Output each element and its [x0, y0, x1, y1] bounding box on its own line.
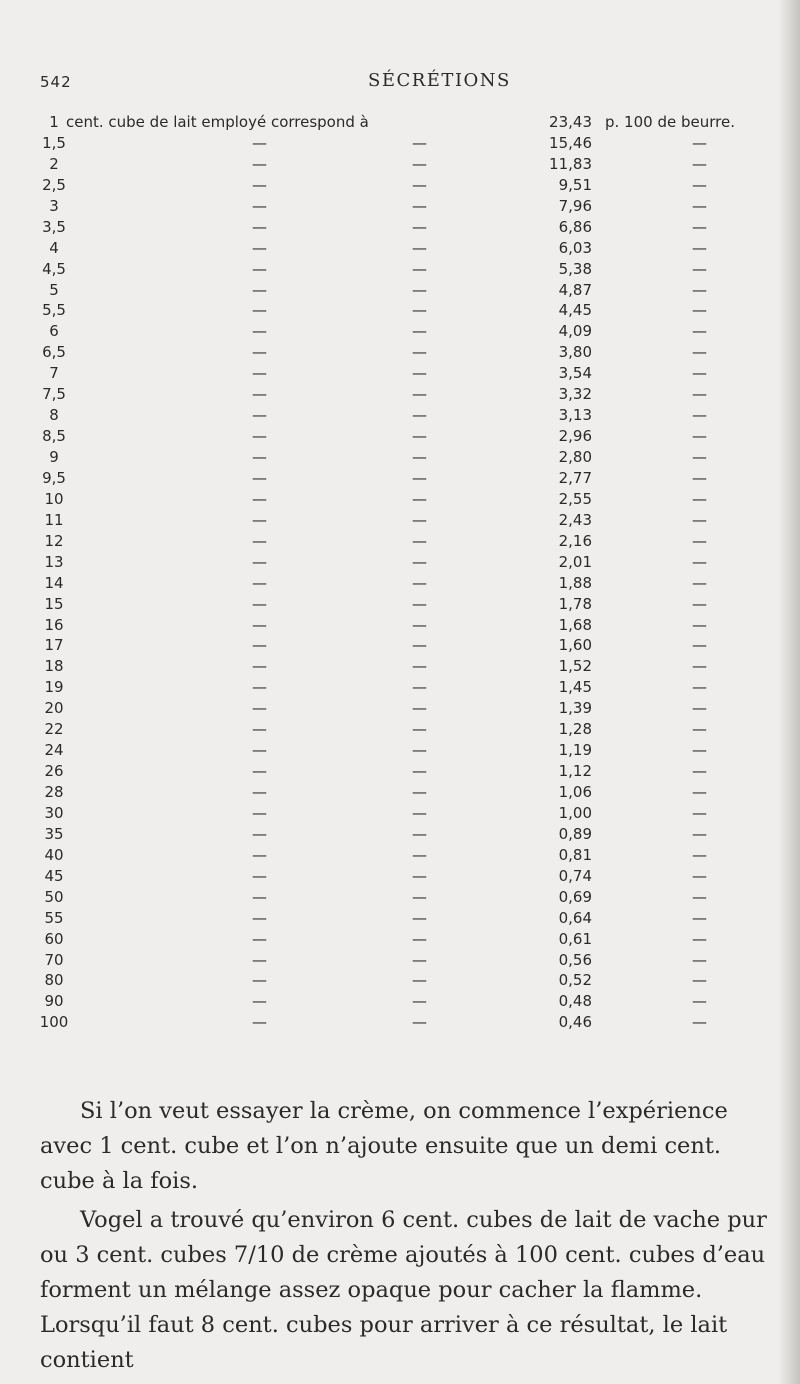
ditto-mark: —	[412, 427, 427, 446]
ditto-mark: —	[692, 259, 707, 278]
butter-value-cell: 3,13	[558, 406, 592, 425]
ditto-mark: —	[692, 866, 707, 885]
ditto-mark: —	[692, 406, 707, 425]
ditto-mark: —	[412, 866, 427, 885]
butter-value-cell: 0,56	[558, 950, 592, 969]
ditto-mark: —	[692, 427, 707, 446]
milk-volume-cell: 16	[44, 615, 64, 634]
ditto-mark: —	[252, 510, 267, 529]
ditto-mark: —	[252, 866, 267, 885]
ditto-mark: —	[252, 133, 267, 152]
ditto-mark: —	[412, 615, 427, 634]
ditto-mark: —	[412, 887, 427, 906]
ditto-mark: —	[412, 552, 427, 571]
ditto-mark: —	[252, 657, 267, 676]
ditto-mark: —	[252, 259, 267, 278]
milk-volume-cell: 1,5	[42, 133, 66, 152]
ditto-mark: —	[692, 908, 707, 927]
ditto-mark: —	[252, 699, 267, 718]
ditto-mark: —	[412, 699, 427, 718]
ditto-mark: —	[252, 406, 267, 425]
ditto-mark: —	[692, 929, 707, 948]
ditto-mark: —	[412, 783, 427, 801]
butter-value-cell: 3,80	[558, 343, 592, 362]
ditto-mark: —	[692, 762, 707, 781]
ditto-mark: —	[692, 552, 707, 571]
milk-volume-cell: 15	[44, 594, 64, 613]
butter-value-cell: 3,54	[558, 364, 592, 383]
ditto-mark: —	[692, 280, 707, 299]
ditto-mark: —	[252, 720, 267, 739]
milk-volume-cell: 70	[44, 950, 64, 969]
milk-volume-cell: 3	[49, 196, 59, 215]
table-row	[0, 300, 800, 321]
table-row	[0, 321, 800, 342]
milk-volume-cell: 100	[39, 1013, 69, 1032]
butter-value-cell: 2,80	[558, 448, 592, 466]
ditto-mark: —	[692, 175, 707, 194]
table-row	[0, 112, 800, 133]
ditto-mark: —	[252, 950, 267, 969]
milk-volume-cell: 35	[44, 824, 64, 843]
butter-value-cell: 6,03	[558, 238, 592, 257]
butter-value-cell: 6,86	[558, 217, 592, 236]
butter-value-cell: 2,77	[558, 468, 592, 487]
milk-volume-cell: 7,5	[42, 385, 66, 404]
ditto-mark: —	[252, 971, 267, 990]
table-row	[0, 1012, 800, 1033]
ditto-mark: —	[412, 657, 427, 676]
butter-value-cell: 1,45	[558, 678, 592, 697]
ditto-mark: —	[252, 762, 267, 781]
ditto-mark: —	[412, 720, 427, 739]
butter-value-cell: 1,60	[558, 636, 592, 655]
ditto-mark: —	[252, 427, 267, 446]
milk-volume-cell: 24	[44, 741, 64, 760]
ditto-mark: —	[692, 510, 707, 529]
ditto-mark: —	[412, 741, 427, 760]
ditto-mark: —	[412, 950, 427, 969]
ditto-mark: —	[412, 803, 427, 822]
ditto-mark: —	[692, 217, 707, 236]
ditto-mark: —	[692, 154, 707, 173]
table-row	[0, 133, 800, 154]
ditto-mark: —	[692, 741, 707, 760]
ditto-mark: —	[412, 762, 427, 781]
ditto-mark: —	[692, 322, 707, 341]
milk-volume-cell: 7	[49, 364, 59, 383]
butter-value-cell: 3,32	[558, 385, 592, 404]
ditto-mark: —	[692, 364, 707, 383]
butter-value-cell: 2,96	[558, 427, 592, 446]
ditto-mark: —	[252, 552, 267, 571]
table-row	[0, 782, 800, 803]
ditto-mark: —	[252, 489, 267, 508]
table-row	[0, 342, 800, 363]
ditto-mark: —	[252, 322, 267, 341]
milk-volume-cell: 28	[44, 783, 64, 801]
ditto-mark: —	[412, 259, 427, 278]
ditto-mark: —	[692, 803, 707, 822]
ditto-mark: —	[412, 301, 427, 320]
table-row	[0, 217, 800, 238]
table-row	[0, 426, 800, 447]
ditto-mark: —	[412, 573, 427, 592]
ditto-mark: —	[692, 489, 707, 508]
butter-value-cell: 2,16	[558, 531, 592, 550]
table-row	[0, 280, 800, 301]
ditto-mark: —	[692, 594, 707, 613]
ditto-mark: —	[692, 971, 707, 990]
ditto-mark: —	[252, 887, 267, 906]
ditto-mark: —	[252, 783, 267, 801]
ditto-mark: —	[252, 175, 267, 194]
ditto-mark: —	[252, 238, 267, 257]
milk-volume-cell: 14	[44, 573, 64, 592]
milk-volume-cell: 10	[44, 489, 64, 508]
ditto-mark: —	[252, 741, 267, 760]
paragraph-cream-test: Si l’on veut essayer la crème, on commence l’expérience avec 1 cent. cube et l’on n’ajoute ensuite que un demi cent. cube à la fois.	[40, 1098, 728, 1194]
ditto-mark: —	[252, 845, 267, 864]
table-row	[0, 698, 800, 719]
butter-value-cell: 0,52	[558, 971, 592, 990]
milk-volume-cell: 80	[44, 971, 64, 990]
ditto-mark: —	[412, 992, 427, 1011]
ditto-mark: —	[412, 929, 427, 948]
butter-value-cell: 1,12	[558, 762, 592, 781]
ditto-mark: —	[412, 238, 427, 257]
table-row	[0, 384, 800, 405]
table-row	[0, 950, 800, 971]
table-row	[0, 740, 800, 761]
milk-volume-cell: 22	[44, 720, 64, 739]
ditto-mark: —	[692, 699, 707, 718]
ditto-mark: —	[252, 301, 267, 320]
ditto-mark: —	[252, 448, 267, 466]
ditto-mark: —	[252, 154, 267, 173]
table-row	[0, 970, 800, 991]
ditto-mark: —	[692, 301, 707, 320]
table-row	[0, 405, 800, 426]
ditto-mark: —	[692, 636, 707, 655]
ditto-mark: —	[412, 280, 427, 299]
milk-volume-cell: 50	[44, 887, 64, 906]
ditto-mark: —	[252, 385, 267, 404]
ditto-mark: —	[252, 929, 267, 948]
ditto-mark: —	[412, 364, 427, 383]
ditto-mark: —	[252, 636, 267, 655]
ditto-mark: —	[412, 594, 427, 613]
milk-volume-cell: 90	[44, 992, 64, 1011]
ditto-mark: —	[252, 615, 267, 634]
butter-value-cell: 11,83	[549, 154, 592, 173]
ditto-mark: —	[412, 678, 427, 697]
ditto-mark: —	[692, 950, 707, 969]
ditto-mark: —	[692, 615, 707, 634]
butter-value-cell: 4,45	[558, 301, 592, 320]
milk-volume-cell: 30	[44, 803, 64, 822]
butter-value-cell: 0,61	[558, 929, 592, 948]
table-row	[0, 887, 800, 908]
ditto-mark: —	[692, 887, 707, 906]
table-row	[0, 196, 800, 217]
table-row	[0, 803, 800, 824]
ditto-mark: —	[692, 385, 707, 404]
ditto-mark: —	[412, 908, 427, 927]
butter-value-cell: 1,06	[558, 783, 592, 801]
table-row	[0, 468, 800, 489]
ditto-mark: —	[252, 803, 267, 822]
ditto-mark: —	[692, 992, 707, 1011]
table-row	[0, 573, 800, 594]
milk-volume-cell: 60	[44, 929, 64, 948]
table-row	[0, 845, 800, 866]
ditto-mark: —	[252, 1013, 267, 1032]
milk-volume-cell: 55	[44, 908, 64, 927]
ditto-mark: —	[692, 531, 707, 550]
ditto-mark: —	[692, 238, 707, 257]
ditto-mark: —	[412, 175, 427, 194]
table-intro-text: cent. cube de lait employé correspond à	[66, 113, 369, 131]
ditto-mark: —	[412, 824, 427, 843]
ditto-mark: —	[412, 845, 427, 864]
table-row	[0, 510, 800, 531]
ditto-mark: —	[412, 531, 427, 550]
milk-volume-cell: 6	[49, 322, 59, 341]
butter-value-cell: 0,81	[558, 845, 592, 864]
ditto-mark: —	[412, 971, 427, 990]
butter-value-cell: 7,96	[558, 196, 592, 215]
table-row	[0, 363, 800, 384]
milk-volume-cell: 4	[49, 238, 59, 257]
table-row	[0, 866, 800, 887]
ditto-mark: —	[412, 133, 427, 152]
ditto-mark: —	[692, 468, 707, 487]
table-row	[0, 719, 800, 740]
table-row	[0, 677, 800, 698]
ditto-mark: —	[692, 783, 707, 801]
ditto-mark: —	[252, 573, 267, 592]
running-title: SÉCRÉTIONS	[368, 70, 511, 91]
milk-volume-cell: 11	[44, 510, 64, 529]
ditto-mark: —	[252, 992, 267, 1011]
milk-volume-cell: 1	[49, 113, 59, 131]
milk-volume-cell: 20	[44, 699, 64, 718]
table-row	[0, 447, 800, 468]
ditto-mark: —	[692, 657, 707, 676]
table-unit-text: p. 100 de beurre.	[605, 113, 735, 131]
milk-volume-cell: 40	[44, 845, 64, 864]
butter-value-cell: 4,87	[558, 280, 592, 299]
ditto-mark: —	[692, 343, 707, 362]
butter-value-cell: 0,48	[558, 992, 592, 1011]
butter-value-cell: 1,19	[558, 741, 592, 760]
ditto-mark: —	[252, 343, 267, 362]
butter-value-cell: 0,46	[558, 1013, 592, 1032]
table-row	[0, 656, 800, 677]
ditto-mark: —	[692, 824, 707, 843]
table-body	[0, 133, 800, 1033]
table-row	[0, 824, 800, 845]
table-row	[0, 991, 800, 1012]
ditto-mark: —	[692, 678, 707, 697]
ditto-mark: —	[252, 280, 267, 299]
butter-value-cell: 2,01	[558, 552, 592, 571]
paragraph-vogel: Vogel a trouvé qu’environ 6 cent. cubes de lait de vache pur ou 3 cent. cubes 7/10 de crème ajoutés à 100 cent. cubes d’eau forment un mélange assez opaque pour cacher la flamme. Lorsqu’il faut 8 cent. cubes pour arriver à ce résultat, le lait contient	[40, 1207, 767, 1373]
butter-value-cell: 1,78	[558, 594, 592, 613]
milk-volume-cell: 6,5	[42, 343, 66, 362]
butter-value-cell: 4,09	[558, 322, 592, 341]
ditto-mark: —	[692, 448, 707, 466]
ditto-mark: —	[692, 845, 707, 864]
ditto-mark: —	[412, 385, 427, 404]
table-row	[0, 154, 800, 175]
ditto-mark: —	[412, 343, 427, 362]
table-row	[0, 635, 800, 656]
table-row	[0, 175, 800, 196]
ditto-mark: —	[252, 468, 267, 487]
page-number: 542	[40, 73, 72, 91]
ditto-mark: —	[252, 531, 267, 550]
ditto-mark: —	[412, 510, 427, 529]
milk-volume-cell: 9	[49, 448, 59, 466]
ditto-mark: —	[412, 489, 427, 508]
butter-value-cell: 0,64	[558, 908, 592, 927]
ditto-mark: —	[412, 154, 427, 173]
milk-volume-cell: 8	[49, 406, 59, 425]
ditto-mark: —	[412, 1013, 427, 1032]
ditto-mark: —	[252, 678, 267, 697]
milk-volume-cell: 2,5	[42, 175, 66, 194]
milk-volume-cell: 4,5	[42, 259, 66, 278]
milk-volume-cell: 8,5	[42, 427, 66, 446]
ditto-mark: —	[692, 573, 707, 592]
ditto-mark: —	[252, 196, 267, 215]
milk-volume-cell: 9,5	[42, 468, 66, 487]
ditto-mark: —	[692, 133, 707, 152]
milk-volume-cell: 13	[44, 552, 64, 571]
ditto-mark: —	[252, 908, 267, 927]
butter-value-cell: 1,68	[558, 615, 592, 634]
butter-value-cell: 15,46	[549, 133, 592, 152]
table-row	[0, 908, 800, 929]
milk-volume-cell: 5,5	[42, 301, 66, 320]
milk-volume-cell: 5	[49, 280, 59, 299]
butter-value-cell: 1,28	[558, 720, 592, 739]
ditto-mark: —	[412, 448, 427, 466]
ditto-mark: —	[412, 636, 427, 655]
butter-value-cell: 2,55	[558, 489, 592, 508]
butter-table	[0, 112, 800, 1033]
table-row	[0, 238, 800, 259]
butter-value-cell: 1,00	[558, 803, 592, 822]
ditto-mark: —	[252, 217, 267, 236]
table-row	[0, 531, 800, 552]
butter-value-cell: 2,43	[558, 510, 592, 529]
milk-volume-cell: 19	[44, 678, 64, 697]
table-row	[0, 259, 800, 280]
milk-volume-cell: 17	[44, 636, 64, 655]
table-row	[0, 594, 800, 615]
butter-value-cell: 5,38	[558, 259, 592, 278]
ditto-mark: —	[412, 322, 427, 341]
butter-value-cell: 9,51	[558, 175, 592, 194]
ditto-mark: —	[412, 196, 427, 215]
milk-volume-cell: 26	[44, 762, 64, 781]
ditto-mark: —	[692, 196, 707, 215]
ditto-mark: —	[252, 824, 267, 843]
table-row	[0, 761, 800, 782]
butter-value-cell: 1,39	[558, 699, 592, 718]
milk-volume-cell: 3,5	[42, 217, 66, 236]
table-row	[0, 552, 800, 573]
ditto-mark: —	[412, 406, 427, 425]
butter-value-cell: 1,88	[558, 573, 592, 592]
ditto-mark: —	[252, 364, 267, 383]
butter-value-cell: 0,74	[558, 866, 592, 885]
milk-volume-cell: 18	[44, 657, 64, 676]
ditto-mark: —	[412, 468, 427, 487]
butter-value-cell: 0,89	[558, 824, 592, 843]
butter-value-cell: 23,43	[549, 113, 592, 131]
table-row	[0, 615, 800, 636]
table-row	[0, 489, 800, 510]
milk-volume-cell: 45	[44, 866, 64, 885]
butter-value-cell: 0,69	[558, 887, 592, 906]
ditto-mark: —	[692, 1013, 707, 1032]
butter-value-cell: 1,52	[558, 657, 592, 676]
ditto-mark: —	[412, 217, 427, 236]
milk-volume-cell: 2	[49, 154, 59, 173]
ditto-mark: —	[692, 720, 707, 739]
table-row	[0, 929, 800, 950]
ditto-mark: —	[252, 594, 267, 613]
milk-volume-cell: 12	[44, 531, 64, 550]
